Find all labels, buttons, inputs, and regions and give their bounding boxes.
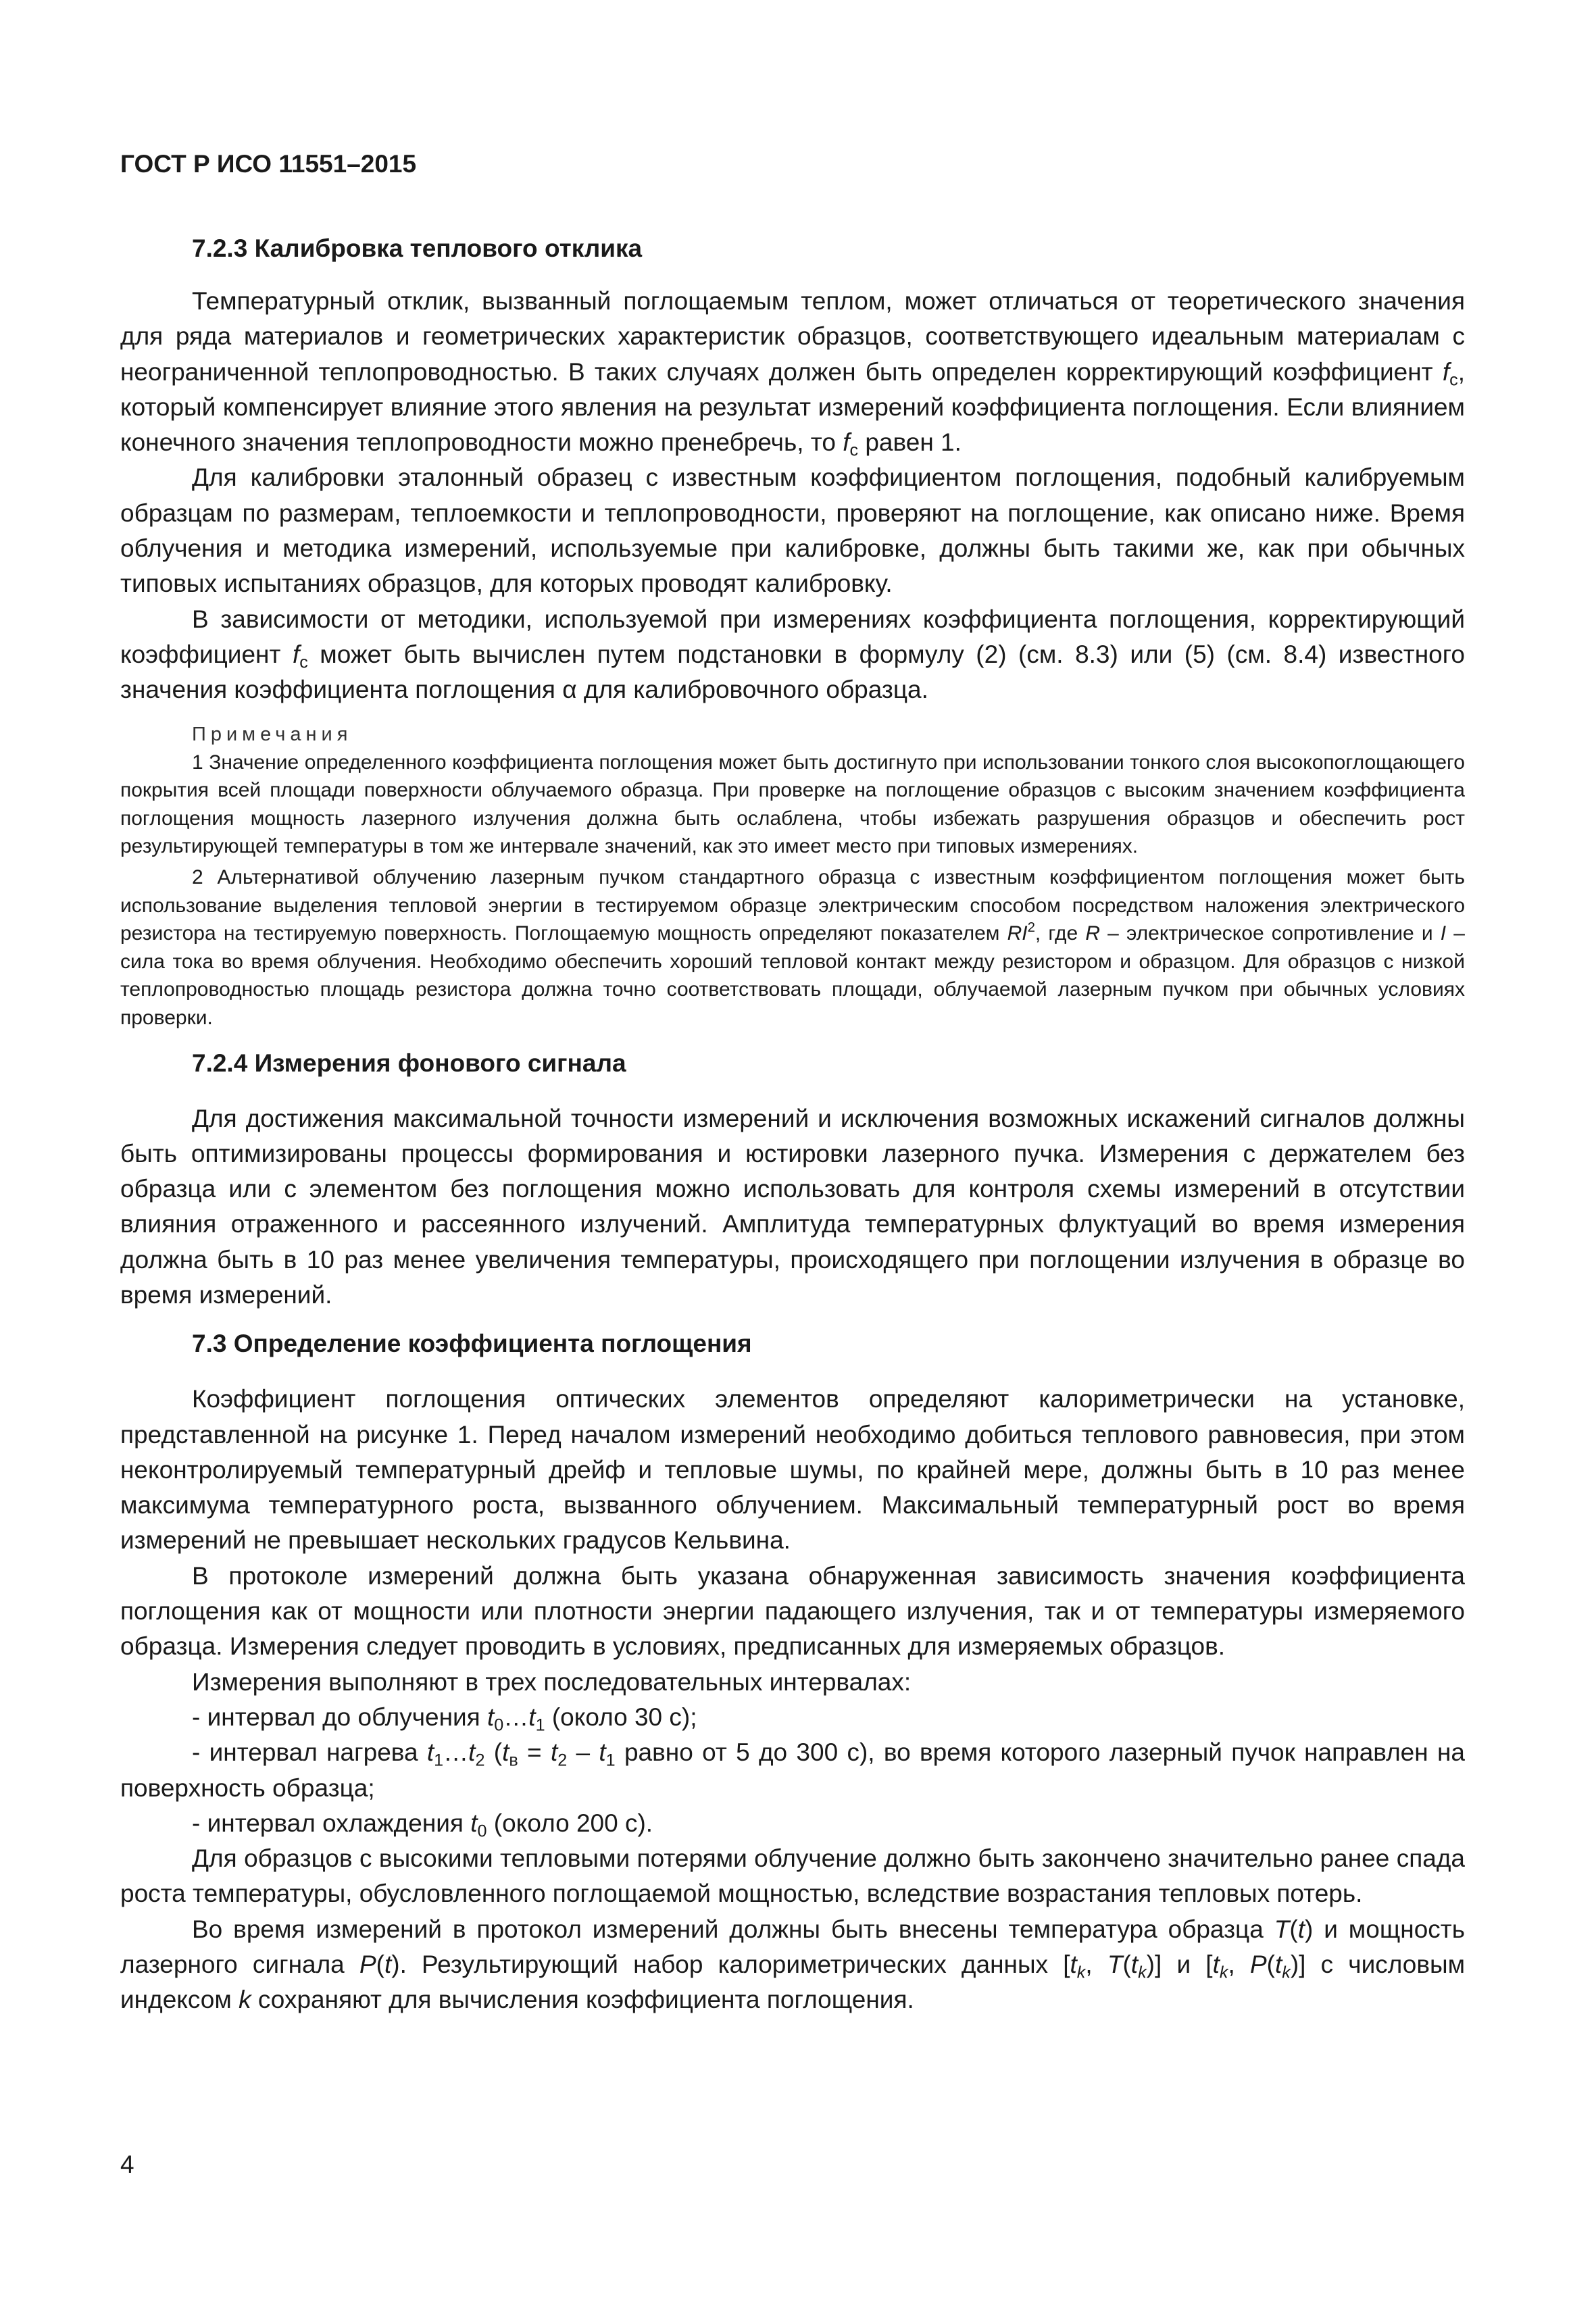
text-run: – сила тока во время облучения. Необходимо обеспечить хороший тепловой контакт между резистором и образцом. Для образцов с низкой теплопроводностью площадь резистора должна точно соответствовать площади, облучаемой лазерным пучком при обычных условиях проверки.	[120, 922, 1465, 1029]
subscript: 2	[557, 1751, 568, 1770]
text-run: (около 30 с);	[545, 1703, 697, 1731]
text-run: равен 1.	[858, 428, 962, 457]
text-run: . Результирующий набор калориметрических данных [	[399, 1951, 1070, 1979]
text-run: )] и [	[1146, 1951, 1213, 1979]
text-run: –	[567, 1738, 599, 1767]
text-run: - интервал охлаждения	[192, 1809, 471, 1837]
symbol-t: t	[1274, 1951, 1282, 1979]
subscript-k: k	[1138, 1963, 1147, 1982]
symbol-P: P	[359, 1951, 376, 1979]
subscript: 1	[535, 1715, 545, 1735]
section-7-2-4-heading: 7.2.4 Измерения фонового сигнала	[192, 1049, 626, 1077]
symbol-f: f	[292, 640, 300, 668]
symbol-t: t	[426, 1738, 434, 1767]
subscript-c: c	[1449, 370, 1458, 390]
subscript: 2	[475, 1751, 485, 1770]
symbol-ri: RI	[1007, 922, 1028, 945]
symbol-t: t	[1297, 1915, 1305, 1943]
text-run: и мощность лазерного сигнала	[120, 1915, 1465, 1979]
note-1: 1 Значение определенного коэффициента поглощения может быть достигнуто при использовании тонкого слоя высокопоглощающего покрытия всей площади поверхности облучаемого образца. При проверке на поглощение образцов с высоким значением коэффициента поглощения мощность лазерного излучения должна быть ослаблена, чтобы избежать разрушения образцов и обеспечить рост результирующей температуры в том же интервале значений, как это имеет место при типовых измерениях.	[120, 751, 1465, 858]
symbol-t: t	[550, 1738, 558, 1767]
interval-item-pre-irradiation	[120, 1700, 1465, 1735]
text-run: В зависимости от методики, используемой при измерениях коэффициента поглощения, корректирующий коэффициент	[120, 605, 1465, 668]
section-7-2-4-paragraph-1: Для достижения максимальной точности измерений и исключения возможных искажений сигналов должны быть оптимизированы процессы формирования и юстировки лазерного пучка. Измерения с держателем без образца или с элементом без поглощения можно использовать для контроля схемы измерений в отсутствии влияния отраженного и рассеянного излучений. Амплитуда температурных флуктуаций во время измерения должна быть в 10 раз менее увеличения температуры, происходящего при поглощении излучения в образце во время измерений.	[120, 1104, 1465, 1309]
text-run: =	[518, 1738, 551, 1767]
text-run: – электрическое сопротивление и	[1100, 922, 1441, 945]
symbol-t: t	[487, 1703, 495, 1731]
page-content	[120, 231, 1465, 2018]
text-run: )] с числовым индексом	[120, 1951, 1466, 2014]
section-7-2-3-paragraph-2: Для калибровки эталонный образец с известным коэффициентом поглощения, подобный калибруемым образцам по размерам, теплоемкости и теплопроводности, проверяют на поглощение, как описано ниже. Время облучения и методика измерений, используемые при калибровке, должны быть такими же, как при обычных типовых испытаниях образцов, для которых проводят калибровку.	[120, 463, 1465, 598]
section-7-3-paragraph-2: В протоколе измерений должна быть указана обнаруженная зависимость значения коэффициента поглощения как от мощности или плотности энергии падающего излучения, так и от температуры измеряемого образца. Измерения следует проводить в условиях, предписанных для измеряемых образцов.	[120, 1561, 1465, 1661]
text-run: - интервал нагрева	[192, 1738, 427, 1767]
symbol-t: t	[1070, 1951, 1077, 1979]
text-run: равно от 5 до 300 с), во время которого лазерный пучок направлен на поверхность образца;	[120, 1738, 1465, 1802]
subscript-k: k	[1219, 1963, 1228, 1982]
superscript-2: 2	[1027, 920, 1035, 935]
subscript: 0	[477, 1821, 487, 1841]
text-run: (	[484, 1738, 503, 1767]
text-run: , где	[1034, 922, 1086, 945]
page-number: 4	[120, 2150, 134, 2178]
symbol-t: t	[528, 1703, 536, 1731]
text-run: ,	[1085, 1951, 1107, 1979]
text-run: (около 200 с).	[487, 1809, 653, 1837]
note-2	[120, 863, 1465, 1032]
section-7-2-3-paragraph-1	[120, 284, 1465, 460]
subscript-c: c	[299, 653, 308, 672]
symbol-r: R	[1085, 922, 1101, 945]
subscript-k: k	[1282, 1963, 1291, 1982]
text-run: сохраняют для вычисления коэффициента поглощения.	[251, 1986, 914, 2014]
symbol-k: k	[239, 1986, 251, 2014]
subscript-k: k	[1076, 1963, 1086, 1982]
symbol-f: f	[1442, 357, 1450, 386]
subscript: 1	[605, 1751, 616, 1770]
symbol-f: f	[843, 428, 850, 457]
section-7-3-paragraph-1: Коэффициент поглощения оптических элементов определяют калориметрически на установке, представленной на рисунке 1. Перед началом измерений необходимо добиться теплового равновесия, при этом неконтролируемый температурный дрейф и тепловые шумы, по крайней мере, должны быть в 10 раз менее максимума температурного роста, вызванного облучением. Максимальный температурный рост во время измерений не превышает нескольких градусов Кельвина.	[120, 1385, 1465, 1555]
section-7-2-3-heading: 7.2.3 Калибровка теплового отклика	[192, 234, 643, 262]
text-run: …	[503, 1703, 529, 1731]
text-run: - интервал до облучения	[192, 1703, 487, 1731]
notes-heading: Примечания	[192, 723, 353, 745]
text-run: …	[443, 1738, 469, 1767]
symbol-t: t	[1212, 1951, 1220, 1979]
subscript: в	[509, 1751, 518, 1770]
subscript-c: c	[849, 441, 859, 460]
section-7-3-heading: 7.3 Определение коэффициента поглощения	[192, 1330, 752, 1358]
symbol-P: P	[1249, 1951, 1267, 1979]
interval-item-cooling	[120, 1806, 1465, 1841]
symbol-t: t	[502, 1738, 509, 1767]
symbol-t: t	[599, 1738, 606, 1767]
section-7-2-3-paragraph-3	[120, 602, 1465, 708]
symbol-T: T	[1274, 1915, 1290, 1943]
section-7-3-paragraph-3: Измерения выполняют в трех последовательных интервалах:	[192, 1667, 912, 1696]
text-run: Температурный отклик, вызванный поглощаемым теплом, может отличаться от теоретического значения для ряда материалов и геометрических характеристик образцов, соответствующего идеальным материалам с неограниченной теплопроводностью. В таких случаях должен быть определен корректирующий коэффициент	[120, 287, 1465, 386]
symbol-T: T	[1107, 1951, 1123, 1979]
subscript: 0	[494, 1715, 504, 1735]
symbol-t: t	[384, 1951, 392, 1979]
text-run: может быть вычислен путем подстановки в формулу (2) (см. 8.3) или (5) (см. 8.4) известного значения коэффициента поглощения α для калибровочного образца.	[120, 640, 1465, 704]
text-run: , который компенсирует влияние этого явления на результат измерений коэффициента поглощения. Если влиянием конечного значения теплопроводности можно пренебречь, то	[120, 357, 1465, 457]
text-run: 2 Альтернативой облучению лазерным пучком стандартного образца с известным коэффициентом поглощения может быть использование выделения тепловой энергии в тестируемом образце электрическим способом посредством наложения электрического резистора на тестируемую поверхность. Поглощаемую мощность определяют показателем	[120, 865, 1465, 945]
text-run: Во время измерений в протокол измерений должны быть внесены температура образца	[192, 1915, 1274, 1943]
symbol-t: t	[468, 1738, 476, 1767]
document-code-header: ГОСТ Р ИСО 11551–2015	[120, 150, 417, 178]
interval-item-heating	[120, 1735, 1465, 1806]
symbol-t: t	[470, 1809, 478, 1837]
text-run: ,	[1228, 1951, 1250, 1979]
section-7-3-paragraph-4: Для образцов с высокими тепловыми потерями облучение должно быть закончено значительно ранее спада роста температуры, обусловленного поглощаемой мощностью, вследствие возрастания тепловых потерь.	[120, 1844, 1465, 1908]
symbol-i: I	[1440, 922, 1447, 945]
symbol-t: t	[1130, 1951, 1139, 1979]
subscript: 1	[434, 1751, 444, 1770]
section-7-3-paragraph-5: Во время измерений в протокол измерений должны быть внесены температура образца T(t) и мощность лазерного сигнала P(t). Результирующий набор калориметрических данных [$t_k$, $T(t_k)$] и [$t_k$, $P(t_k)$] с числовым индексом k сохраняют для вычисления коэффициента поглощения.	[120, 1915, 1466, 2014]
